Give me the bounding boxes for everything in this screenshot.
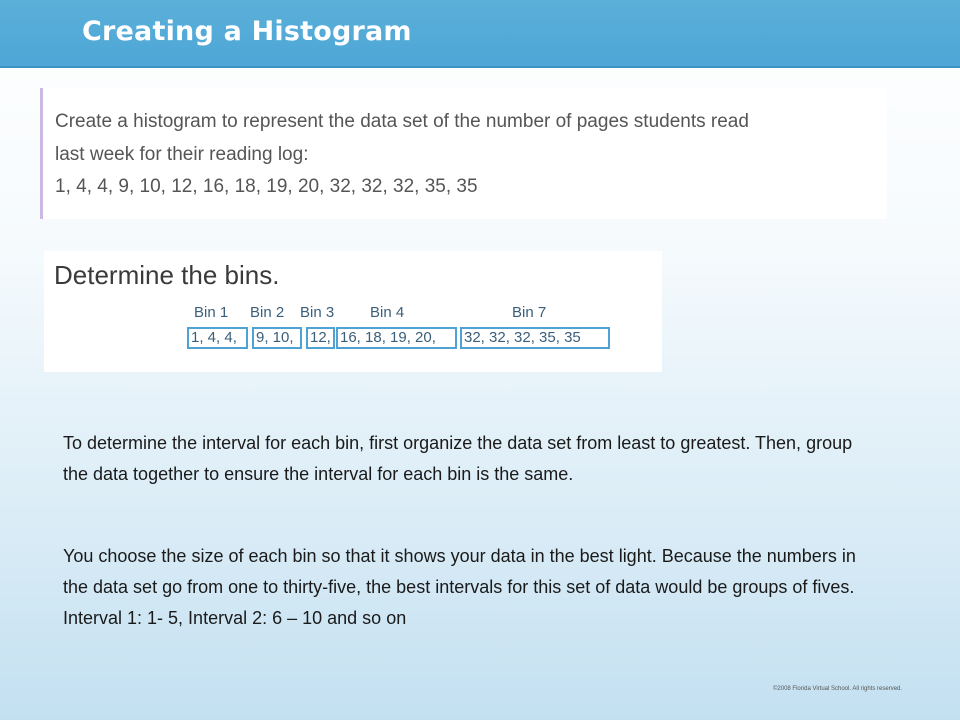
bin-label: Bin 4 bbox=[370, 304, 405, 321]
bin-values: 32, 32, 32, 35, 35 bbox=[460, 327, 610, 349]
slide-title: Creating a Histogram bbox=[82, 16, 412, 47]
bin-label: Bin 2 bbox=[250, 304, 285, 321]
bin-values: 16, 18, 19, 20, bbox=[336, 327, 457, 349]
bins-heading: Determine the bins. bbox=[54, 260, 280, 290]
bins-image bbox=[44, 251, 662, 372]
explanation-paragraph-2: You choose the size of each bin so that it shows your data in the best light. Because the numbers in the data set go from one to thirty-five, the best intervals for this set of data would be groups of fives. Interval 1: 1- 5, Interval 2: 6 – 10 and so on bbox=[63, 546, 856, 628]
bin-label: Bin 1 bbox=[194, 304, 229, 321]
bin-values: 1, 4, 4, bbox=[187, 327, 248, 349]
bin-values: 9, 10, bbox=[252, 327, 302, 349]
bin-values: 12, bbox=[306, 327, 335, 349]
explanation-paragraph-1: To determine the interval for each bin, first organize the data set from least to greatest. Then, group the data together to ensure the interval for each bin is the same. bbox=[63, 433, 853, 484]
problem-line-2: last week for their reading log: bbox=[55, 144, 309, 165]
bin-label: Bin 7 bbox=[512, 304, 547, 321]
problem-line-1: Create a histogram to represent the data set of the number of pages students read bbox=[55, 111, 749, 132]
problem-data-set: 1, 4, 4, 9, 10, 12, 16, 18, 19, 20, 32, 32, 32, 35, 35 bbox=[55, 176, 478, 197]
copyright-notice: ©2008 Florida Virtual School. All rights reserved. bbox=[773, 686, 903, 692]
title-bar bbox=[0, 0, 960, 68]
bin-label: Bin 3 bbox=[300, 304, 335, 321]
problem-image bbox=[40, 88, 887, 219]
